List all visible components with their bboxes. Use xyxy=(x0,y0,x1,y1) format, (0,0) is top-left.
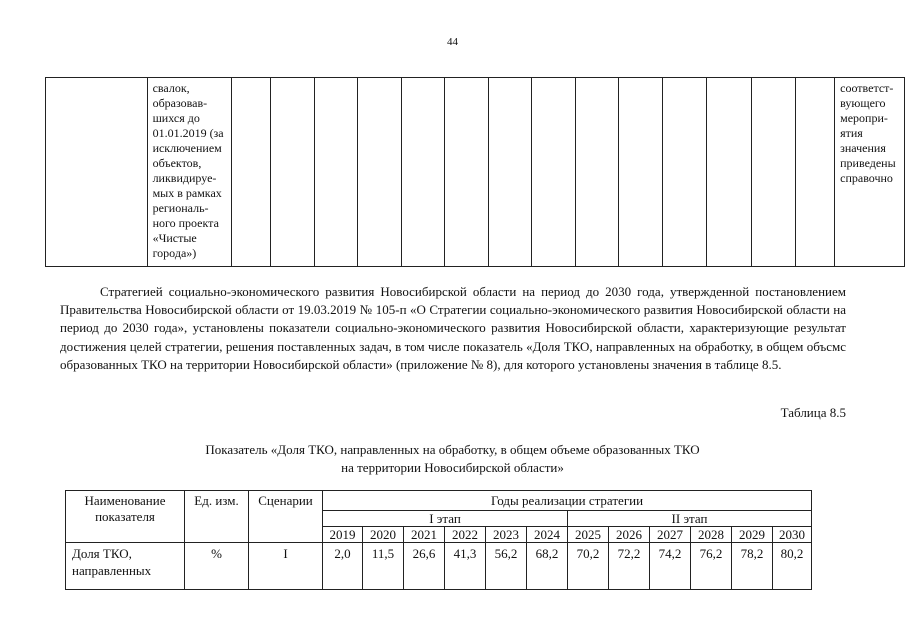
year-cell: 2025 xyxy=(568,527,609,543)
header-unit: Ед. изм. xyxy=(185,491,249,543)
year-cell: 2021 xyxy=(404,527,445,543)
year-cell: 2027 xyxy=(650,527,691,543)
header-years-group: Годы реализации стратегии xyxy=(323,491,812,511)
continuation-cell-empty xyxy=(751,78,796,267)
continuation-row xyxy=(46,78,905,267)
continuation-cell-empty xyxy=(401,78,445,267)
value-cell: 80,2 xyxy=(773,543,812,590)
value-cell: 70,2 xyxy=(568,543,609,590)
year-cell: 2028 xyxy=(691,527,732,543)
year-cell: 2029 xyxy=(732,527,773,543)
value-cell: 74,2 xyxy=(650,543,691,590)
continuation-description-text: свалок, образовав- шихся до 01.01.2019 (за исключением объектов, ликвидируе- мых в рамках региональ- ного проекта «Чистые города») xyxy=(152,81,224,260)
continuation-cell-empty xyxy=(532,78,576,267)
row-unit: % xyxy=(185,543,249,590)
value-cell: 68,2 xyxy=(527,543,568,590)
row-indicator-name: Доля ТКО, направленных xyxy=(66,543,185,590)
row-scenario: I xyxy=(249,543,323,590)
header-scenario: Сценарии xyxy=(249,491,323,543)
continuation-cell-empty xyxy=(707,78,752,267)
header-name: Наименование показателя xyxy=(66,491,185,543)
value-cell: 41,3 xyxy=(445,543,486,590)
table-label: Таблица 8.5 xyxy=(780,405,846,420)
value-cell: 2,0 xyxy=(323,543,363,590)
value-cell: 56,2 xyxy=(486,543,527,590)
continuation-cell-empty xyxy=(358,78,402,267)
table-title-line-1: Показатель «Доля ТКО, направленных на обработку, в общем объеме образованных ТКО xyxy=(205,442,700,457)
year-cell: 2023 xyxy=(486,527,527,543)
indicator-table xyxy=(65,490,812,590)
continuation-cell-empty xyxy=(314,78,358,267)
continuation-description-cell xyxy=(147,78,232,267)
table-row xyxy=(66,543,812,590)
value-cell: 78,2 xyxy=(732,543,773,590)
continuation-cell-empty xyxy=(662,78,707,267)
table-title xyxy=(100,441,805,477)
year-cell: 2022 xyxy=(445,527,486,543)
page-number: 44 xyxy=(447,36,458,48)
continuation-cell-empty xyxy=(619,78,663,267)
value-cell: 26,6 xyxy=(404,543,445,590)
header-row xyxy=(66,491,812,511)
continuation-cell-empty xyxy=(575,78,619,267)
year-cell: 2019 xyxy=(323,527,363,543)
year-cell: 2026 xyxy=(609,527,650,543)
year-cell: 2020 xyxy=(363,527,404,543)
continuation-note-cell xyxy=(835,78,905,267)
paragraph-text: Стратегией социально-экономического развития Новосибирской области на период до 2030 года, утвержденной постановлением Правительства Новосибирской области от 19.03.2019 № 105-п «О Стратегии социально-экономического развития Новосибирской области на период до 2030 года», установлены показатели социально-экономического развития Новосибирской области, характеризующие результат достижения целей стратегии, решения поставленных задач, в том числе показатель «Доля ТКО, направлeнных на обработку, в общем объсмс образованных ТКО на территории Новосибирской области» (приложение № 8), для которого установлены значения в таблице 8.5. xyxy=(60,284,846,372)
header-stage-1: I этап xyxy=(323,511,568,527)
header-stage-2: II этап xyxy=(568,511,812,527)
table-title-line-2: на территории Новосибирской области» xyxy=(341,460,564,475)
value-cell: 72,2 xyxy=(609,543,650,590)
continuation-cell-empty xyxy=(46,78,148,267)
continuation-cell-empty xyxy=(445,78,489,267)
year-cell: 2030 xyxy=(773,527,812,543)
year-cell: 2024 xyxy=(527,527,568,543)
continuation-cell-empty xyxy=(271,78,315,267)
continuation-cell-empty xyxy=(232,78,271,267)
continuation-cell-empty xyxy=(488,78,532,267)
continuation-cell-empty xyxy=(796,78,835,267)
continuation-table xyxy=(45,77,905,267)
body-paragraph xyxy=(60,283,846,374)
value-cell: 76,2 xyxy=(691,543,732,590)
continuation-note-text: соответст- вующего меропри- ятия значения приведены справочно xyxy=(840,81,896,185)
value-cell: 11,5 xyxy=(363,543,404,590)
